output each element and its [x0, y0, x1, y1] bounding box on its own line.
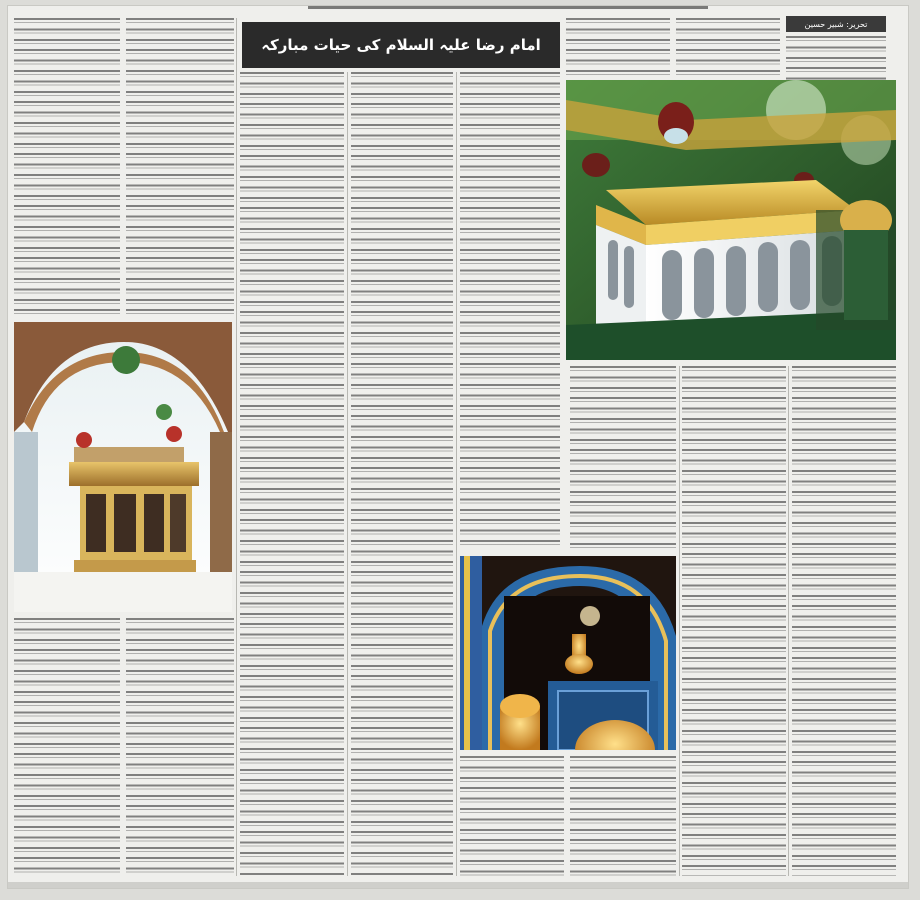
text-column-right-3 [570, 366, 676, 550]
text-column-mid-1 [460, 72, 560, 550]
author-byline: تحریر: شبیر حسین [786, 16, 886, 32]
text-column-left-d [14, 618, 120, 876]
column-rule [788, 366, 789, 876]
shrine-photo-bottom-middle [460, 556, 676, 750]
text-column-top-1 [786, 36, 886, 84]
column-rule [456, 72, 457, 876]
text-column-top-3 [566, 18, 670, 82]
article-headline: امام رضا علیہ السلام کی حیات مبارکہ [242, 22, 560, 68]
text-column-mid-3 [240, 72, 344, 876]
text-column-left-b [14, 18, 120, 314]
text-column-right-2 [682, 366, 786, 876]
text-column-top-2 [676, 18, 780, 82]
text-column-bottom-1 [570, 756, 676, 876]
top-rule [308, 6, 708, 9]
newspaper-page [8, 6, 908, 888]
shrine-photo-left [14, 322, 232, 612]
text-column-right-1 [792, 366, 896, 876]
text-column-mid-2 [351, 72, 453, 876]
column-rule [236, 18, 237, 876]
shrine-photo-top-right [566, 80, 896, 360]
text-column-left-a [126, 18, 234, 314]
column-rule [347, 72, 348, 876]
text-column-left-c [126, 618, 234, 876]
bottom-margin [8, 882, 908, 888]
text-column-bottom-2 [460, 756, 564, 876]
column-rule [679, 366, 680, 876]
